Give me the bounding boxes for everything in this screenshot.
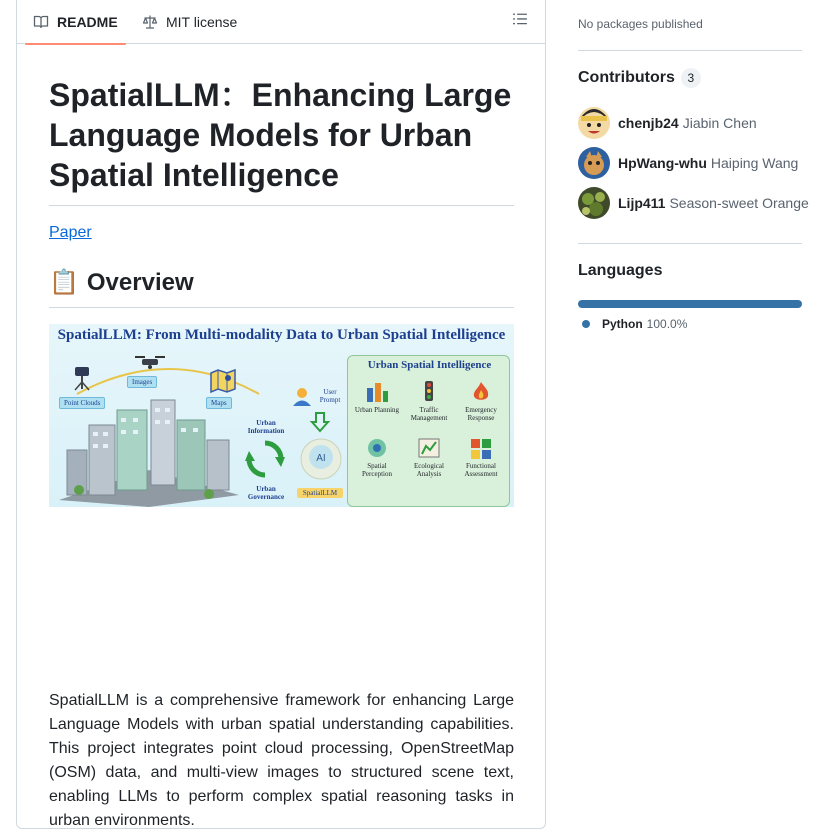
urban-intelligence-panel xyxy=(347,355,510,507)
law-scale-icon xyxy=(142,14,158,30)
book-icon xyxy=(33,14,49,30)
contributor-name: Jiabin Chen xyxy=(682,115,757,131)
capability-item: Emergency Response xyxy=(456,380,506,422)
contributor-item[interactable] xyxy=(578,107,802,139)
assessment-icon xyxy=(468,436,494,460)
clipboard-icon: 📋 xyxy=(49,269,79,296)
avatar[interactable] xyxy=(578,147,610,179)
figure-panel-title: Urban Spatial Intelligence xyxy=(367,359,492,371)
packages-status: No packages published xyxy=(578,17,703,31)
down-arrow-icon xyxy=(311,412,329,432)
figure-source-label: Maps xyxy=(206,397,232,409)
contributor-item[interactable] xyxy=(578,147,802,179)
sidebar-divider xyxy=(578,243,802,244)
contributor-name: Season-sweet Orange xyxy=(669,195,809,211)
avatar[interactable] xyxy=(578,107,610,139)
traffic-light-icon xyxy=(416,380,442,404)
tab-readme-label: README xyxy=(57,13,118,30)
contributors-heading[interactable] xyxy=(578,68,701,88)
readme-tabbar xyxy=(17,0,545,44)
overview-heading xyxy=(49,267,194,299)
perception-icon xyxy=(364,436,390,460)
fire-icon xyxy=(468,380,494,404)
overview-divider xyxy=(49,307,514,308)
capability-item: Functional Assessment xyxy=(456,436,506,478)
language-color-dot xyxy=(582,320,590,328)
list-unordered-icon xyxy=(512,11,528,32)
capability-item: Traffic Management xyxy=(404,380,454,422)
readme-title: SpatialLLM：Enhancing Large Language Models for Urban Spatial Intelligence xyxy=(49,77,512,193)
ai-head-icon xyxy=(299,437,343,481)
language-bar[interactable] xyxy=(578,300,802,308)
contributor-login: chenjb24 xyxy=(618,115,679,131)
sidebar-divider xyxy=(578,50,802,51)
capability-item: Spatial Perception xyxy=(352,436,402,478)
figure-user-prompt: User Prompt xyxy=(319,388,341,404)
city-illustration xyxy=(59,390,239,507)
figure-urban-info-label: Urban Information xyxy=(247,419,285,435)
paper-link[interactable]: Paper xyxy=(49,224,92,241)
readme-description: SpatialLLM is a comprehensive framework for enhancing Large Language Models with urban spatial understanding capabilities. This project integrates point cloud processing, OpenStreetMap (OSM) data, and multi-view images to structured scene text, enabling LLMs to perform complex spatial reasoning tasks in urban environments. xyxy=(49,692,514,829)
capability-item: Urban Planning xyxy=(352,380,402,414)
title-divider xyxy=(49,205,514,206)
lidar-scanner-icon xyxy=(71,365,93,391)
outline-button[interactable] xyxy=(511,12,529,30)
capability-item: Ecological Analysis xyxy=(404,436,454,478)
figure-title: SpatialLLM: From Multi-modality Data to Urban Spatial Intelligence xyxy=(57,327,506,343)
language-item[interactable] xyxy=(582,317,687,331)
drone-icon xyxy=(133,352,167,372)
planning-icon xyxy=(364,380,390,404)
languages-heading: Languages xyxy=(578,262,663,279)
overview-heading-text: Overview xyxy=(86,269,194,296)
contributor-login: Lijp411 xyxy=(618,195,666,211)
contributor-login: HpWang-whu xyxy=(618,155,707,171)
ecology-icon xyxy=(416,436,442,460)
ai-text: AI xyxy=(316,453,326,464)
tab-readme[interactable] xyxy=(33,0,118,44)
tab-license-label: MIT license xyxy=(166,13,238,30)
figure-urban-gov-label: Urban Governance xyxy=(247,485,285,501)
contributors-count-badge: 3 xyxy=(681,68,701,88)
contributors-heading-text: Contributors xyxy=(578,69,675,86)
figure-source-label: Images xyxy=(127,376,157,388)
language-name: Python xyxy=(602,317,643,331)
figure-source-label: Point Clouds xyxy=(59,397,105,409)
language-percent: 100.0% xyxy=(646,317,688,331)
contributor-name: Haiping Wang xyxy=(710,155,799,171)
figure-model-label: SpatialLLM xyxy=(297,488,343,498)
readme-panel xyxy=(16,0,546,829)
avatar[interactable] xyxy=(578,187,610,219)
recycle-arrows-icon xyxy=(245,439,285,479)
contributor-item[interactable] xyxy=(578,187,809,219)
tab-license[interactable] xyxy=(142,0,237,44)
overview-figure xyxy=(49,324,514,507)
user-icon xyxy=(292,387,312,407)
